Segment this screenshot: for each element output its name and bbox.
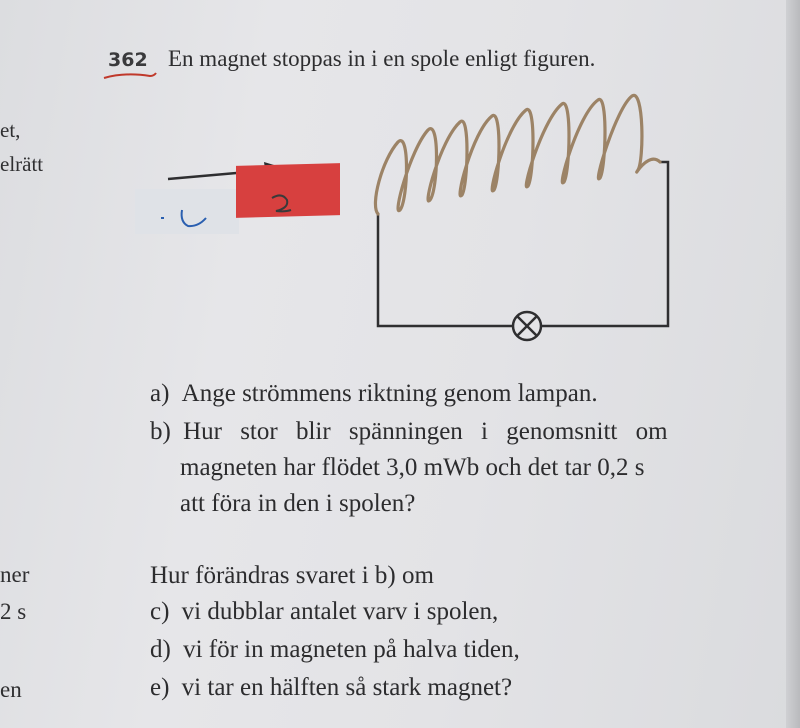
- question-d: [150, 636, 520, 664]
- question-b-line-3: att föra in den i spolen?: [180, 490, 416, 517]
- question-label: b): [150, 418, 171, 445]
- margin-fragment: 2 s: [0, 599, 27, 624]
- magnet-south-end: [135, 189, 239, 234]
- question-text: Ange strömmens riktning genom lampan.: [181, 380, 598, 407]
- lamp-icon: [513, 312, 541, 340]
- margin-fragment: elrätt: [0, 152, 44, 176]
- question-label: e): [150, 674, 170, 701]
- question-a: [150, 380, 598, 408]
- question-b: [150, 418, 668, 446]
- coil: [375, 95, 660, 214]
- question-label: d): [150, 636, 171, 663]
- question-text: vi dubblar antalet varv i spolen,: [181, 598, 499, 625]
- question-text: Hur stor blir spänningen i genomsnitt om: [183, 418, 668, 445]
- pen-underline: [104, 73, 156, 78]
- question-b-line-2: magneten har flödet 3,0 mWb och det tar 0,2 s: [180, 454, 645, 481]
- question-label: a): [150, 380, 170, 407]
- margin-fragment: en: [0, 677, 22, 702]
- bar-magnet: [135, 163, 340, 234]
- part2-intro: Hur förändras svaret i b) om: [150, 562, 434, 589]
- question-text: vi tar en hälften så stark magnet?: [181, 674, 513, 701]
- question-c: [150, 598, 498, 626]
- page-edge-shadow: [786, 0, 800, 728]
- problem-statement: En magnet stoppas in i en spole enligt figuren.: [168, 46, 596, 71]
- margin-fragment: ner: [0, 562, 30, 587]
- problem-number: 362: [108, 49, 148, 71]
- question-e: [150, 674, 512, 702]
- circuit-wire: [378, 162, 668, 326]
- question-label: c): [150, 598, 170, 625]
- magnet-north-end: [236, 163, 340, 218]
- question-text: vi för in magneten på halva tiden,: [183, 636, 520, 663]
- margin-fragment: et,: [0, 118, 21, 142]
